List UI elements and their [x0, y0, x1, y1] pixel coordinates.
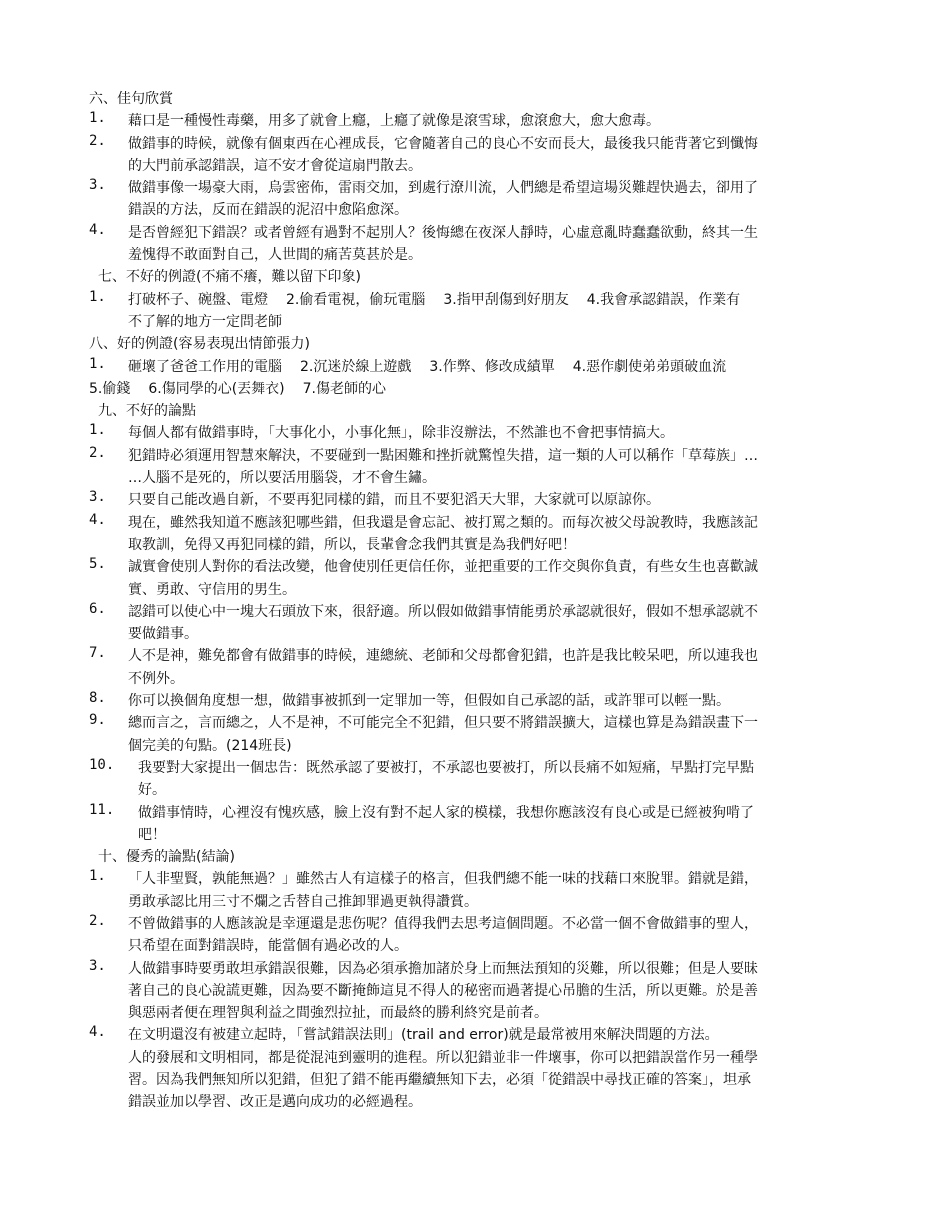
- item-text-line: 做錯事情時，心裡沒有愧疚感，臉上沒有對不起人家的模樣，我想你應該沒有良心或是已經被狗啃了: [138, 804, 754, 821]
- item-number: 1.: [89, 288, 106, 305]
- item-text-line: 好。: [138, 782, 166, 799]
- item-text: [138, 757, 879, 802]
- item-text: [128, 422, 879, 444]
- item-text: [128, 222, 879, 267]
- item-text: [128, 133, 879, 178]
- list-item: [89, 512, 879, 557]
- item-text: [128, 645, 879, 690]
- item-number: 1.: [89, 110, 106, 127]
- item-text-line: 每個人都有做錯事時，「大事化小，小事化無」，除非沒辦法，不然誰也不會把事情搞大。: [128, 425, 674, 442]
- item-text: [128, 958, 879, 1025]
- list-item: [89, 222, 879, 267]
- item-text-line: 人不是神，難免都會有做錯事的時候，連總統、老師和父母都會犯錯，也許是我比較呆吧，所以連我也: [128, 648, 758, 665]
- item-text-line: 誠實會使別人對你的看法改變，他會使別任更信任你，並把重要的工作交與你負責，有些女生也喜歡誠: [128, 559, 758, 576]
- list-item: [89, 690, 879, 712]
- item-number: 2.: [89, 132, 106, 149]
- example-line-1: 砸壞了爸爸工作用的電腦 2.沉迷於線上遊戲 3.作弊、修改成績單 4.惡作劇使弟弟頭破血流: [128, 358, 727, 375]
- list-item: [89, 1024, 879, 1113]
- example-line-1: 打破杯子、碗盤、電燈 2.偷看電視，偷玩電腦 3.指甲刮傷到好朋友 4.我會承認錯誤，作業有: [128, 291, 741, 308]
- item-number: 1.: [89, 422, 106, 439]
- list-item: [89, 445, 879, 490]
- item-text: [128, 110, 879, 132]
- item-text-line: 是否曾經犯下錯誤？或者曾經有過對不起別人？後悔總在夜深人靜時，心虛意亂時蠢蠢欲動，終其一生: [128, 224, 758, 241]
- item-text-line: 我要對大家提出一個忠告：既然承認了要被打，不承認也要被打，所以長痛不如短痛，早點打完早點: [138, 759, 754, 776]
- item-number: 8.: [89, 690, 106, 707]
- item-text-line: 現在，雖然我知道不應該犯哪些錯，但我還是會忘記、被打罵之類的。而每次被父母說教時，我應該記: [128, 514, 758, 531]
- item-text-line: 不曾做錯事的人應該說是幸運還是悲伤呢？值得我們去思考這個問題。不必當一個不會做錯事的聖人，: [128, 915, 758, 932]
- document-page: [89, 88, 879, 1114]
- item-text-line: 人做錯事時要勇敢坦承錯誤很難，因為必須承擔加諸於身上而無法預知的災難，所以很難；但是人要昧: [128, 960, 758, 977]
- item-text-line: 認錯可以使心中一塊大石頭放下來，很舒適。所以假如做錯事情能勇於承認就很好，假如不想承認就不: [128, 603, 758, 620]
- item-number: 4.: [89, 511, 106, 528]
- item-text-line: 你可以換個角度想一想，做錯事被抓到一定罪加一等，但假如自己承認的話，或許罪可以輕一點。: [128, 693, 730, 710]
- list-item: [89, 177, 879, 222]
- list-item: [89, 958, 879, 1025]
- item-text: [128, 913, 879, 958]
- example-line-2: 不了解的地方一定問老師: [128, 313, 282, 330]
- section-7-item: [89, 289, 879, 334]
- item-text-line: 著自己的良心說謊更難，因為要不斷掩飾這見不得人的秘密而過著提心吊膽的生活，所以更難。於是善: [128, 982, 758, 999]
- item-text-line: 與惡兩者便在理智與利益之間強烈拉扯，而最終的勝利終究是前者。: [128, 1005, 548, 1022]
- item-number: 4.: [89, 1024, 106, 1041]
- item-number: 10.: [89, 756, 115, 773]
- item-text-line: 錯誤的方法，反而在錯誤的泥沼中愈陷愈深。: [128, 202, 408, 219]
- item-text-line: 要做錯事。: [128, 626, 198, 643]
- item-text-line: 取教訓，免得又再犯同樣的錯，所以，長輩會念我們其實是為我們好吧！: [128, 536, 576, 553]
- item-text-line: 做錯事的時候，就像有個東西在心裡成長，它會隨著自己的良心不安而長大，最後我只能背著它到懺悔: [128, 135, 758, 152]
- list-item: [89, 868, 879, 913]
- item-text: [128, 601, 879, 646]
- item-text-line: 只希望在面對錯誤時，能當個有過必改的人。: [128, 938, 408, 955]
- item-text-line: 「人非聖賢，孰能無過？」雖然古人有這樣子的格言，但我們總不能一味的找藉口來脫罪。錯就是錯，: [128, 871, 758, 888]
- list-item: [89, 556, 879, 601]
- item-text: [128, 690, 879, 712]
- section-9-title: 九、不好的論點: [98, 403, 196, 420]
- item-number: 6.: [89, 600, 106, 617]
- item-text: [128, 556, 879, 601]
- item-text: [128, 512, 879, 557]
- list-item: [89, 422, 879, 444]
- list-item: [89, 489, 879, 511]
- section-9-list: [89, 422, 879, 846]
- item-number: 1.: [89, 868, 106, 885]
- item-text: [128, 489, 879, 511]
- list-item: [89, 913, 879, 958]
- item-text: [128, 1024, 879, 1113]
- item-text: [128, 712, 879, 757]
- item-text-line: 的大門前承認錯誤，這不安才會從這扇門散去。: [128, 157, 422, 174]
- item-number: 5.: [89, 556, 106, 573]
- item-number: 3.: [89, 957, 106, 974]
- item-text: [128, 177, 879, 222]
- item-text: [128, 868, 879, 913]
- list-item: [89, 601, 879, 646]
- list-item: [89, 110, 879, 132]
- list-item: [89, 757, 879, 802]
- item-text-line: 不例外。: [128, 670, 184, 687]
- item-number: 3.: [89, 177, 106, 194]
- item-text-line: 吧！: [138, 826, 166, 843]
- item-text-line: 錯誤並加以學習、改正是邁向成功的必經過程。: [128, 1094, 422, 1111]
- section-6-title: 六、佳句欣賞: [89, 91, 173, 107]
- item-text-line: 習。因為我們無知所以犯錯，但犯了錯不能再繼續無知下去，必須「從錯誤中尋找正確的答案」，坦承: [128, 1072, 751, 1089]
- list-item: [89, 802, 879, 847]
- item-text-line: 羞愧得不敢面對自己，人世間的痛苦莫甚於是。: [128, 247, 422, 264]
- item-text-line: 只要自己能改過自新，不要再犯同樣的錯，而且不要犯滔天大罪，大家就可以原諒你。: [128, 492, 660, 509]
- item-number: 11.: [89, 801, 115, 818]
- item-text-line: 總而言之，言而總之，人不是神，不可能完全不犯錯，但只要不將錯誤擴大，這樣也算是為錯誤畫下一: [128, 715, 758, 732]
- item-text-line: 在文明還沒有被建立起時，「嘗試錯誤法則」(trail and error)就是最常被用來解決問題的方法。: [128, 1027, 719, 1044]
- item-text-line: 藉口是一種慢性毒藥，用多了就會上癮，上癮了就像是滾雪球，愈滾愈大，愈大愈毒。: [128, 113, 660, 130]
- list-item: [89, 645, 879, 690]
- item-text-line: 做錯事像一場豪大雨，烏雲密佈，雷雨交加，到處行潦川流，人們總是希望這場災難趕快過去，卻用了: [128, 180, 758, 197]
- item-number: 3.: [89, 489, 106, 506]
- item-text: [128, 445, 879, 490]
- section-6-list: [89, 110, 879, 266]
- section-7-title: 七、不好的例證(不痛不癢，難以留下印象): [98, 269, 361, 286]
- item-text-line: 勇敢承認比用三寸不爛之舌替自己推卸罪過更執得讚賞。: [128, 893, 478, 910]
- item-number: 2.: [89, 444, 106, 461]
- list-item: [89, 133, 879, 178]
- section-8-title: 八、好的例證(容易表現出情節張力): [89, 336, 310, 353]
- item-number: 4.: [89, 221, 106, 238]
- item-number: 9.: [89, 712, 106, 729]
- section-8-line-2: 5.偷錢 6.傷同學的心(丟舞衣) 7.傷老師的心: [89, 380, 386, 397]
- item-text: [138, 802, 879, 847]
- section-10-list: [89, 868, 879, 1113]
- item-text-line: 個完美的句點。(214班長): [128, 737, 292, 754]
- item-text-line: 實、勇敢、守信用的男生。: [128, 581, 296, 598]
- section-8-item: [89, 356, 879, 378]
- item-text-line: 犯錯時必須運用智慧來解決，不要碰到一點困難和挫折就驚惶失措，這一類的人可以稱作「草莓族」…: [128, 447, 758, 464]
- item-number: 1.: [89, 355, 106, 372]
- section-10-title: 十、優秀的論點(結論): [98, 849, 235, 866]
- item-text-line: …人腦不是死的，所以要活用腦袋，才不會生鏽。: [128, 470, 436, 487]
- list-item: [89, 712, 879, 757]
- item-text-line: 人的發展和文明相同，都是從混沌到靈明的進程。所以犯錯並非一件壞事，你可以把錯誤當作另一種學: [128, 1049, 758, 1066]
- item-number: 7.: [89, 645, 106, 662]
- item-number: 2.: [89, 912, 106, 929]
